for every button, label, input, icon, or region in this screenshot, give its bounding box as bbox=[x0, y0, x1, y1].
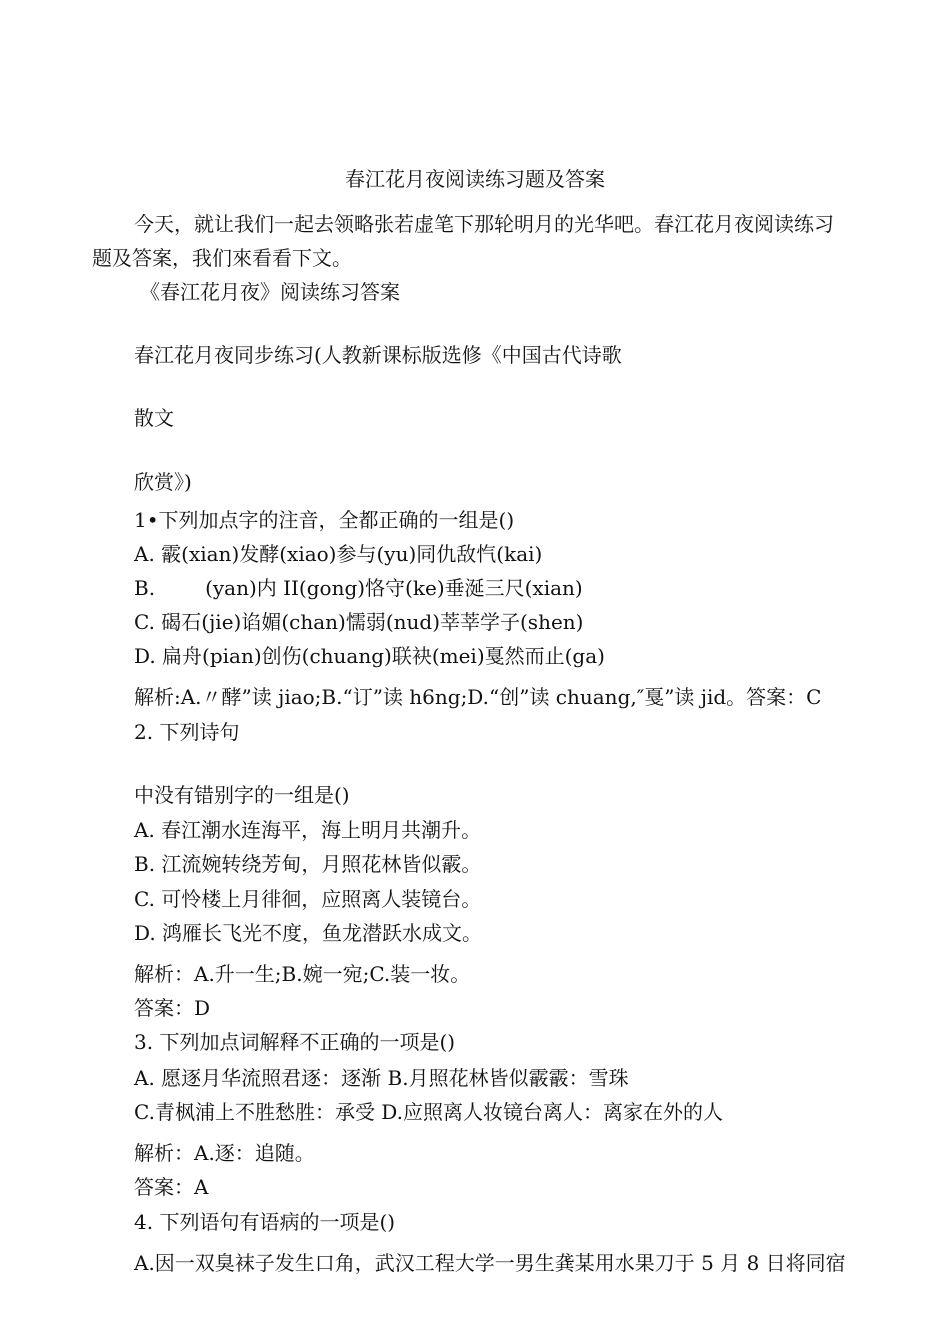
q2-option-d: D. 鸿雁长飞光不度，鱼龙潜跃水成文。 bbox=[134, 921, 483, 945]
section-subtitle: 《春江花月夜》阅读练习答案 bbox=[140, 280, 400, 304]
q2-answer: 答案：D bbox=[134, 996, 211, 1020]
q1-stem: 1•下列加点字的注音，全都正确的一组是() bbox=[134, 508, 515, 532]
q2-stem-line-1: 2. 下列诗句 bbox=[134, 720, 240, 744]
q1-option-b-label: B. bbox=[134, 576, 156, 600]
q4-stem: 4. 下列语句有语病的一项是() bbox=[134, 1210, 396, 1234]
q2-analysis: 解析：A.升一生;B.婉一宛;C.装一妆。 bbox=[134, 962, 471, 986]
doc-title: 春江花月夜阅读练习题及答案 bbox=[345, 167, 605, 191]
source-line-3: 欣赏》) bbox=[134, 470, 192, 494]
q2-option-c: C. 可怜楼上月徘徊，应照离人装镜台。 bbox=[134, 887, 482, 911]
q1-option-b bbox=[134, 574, 583, 602]
source-line-2: 散文 bbox=[134, 406, 174, 430]
q1-option-d: D. 扁舟(pian)创伤(chuang)联袂(mei)戛然而止(ga) bbox=[134, 644, 605, 668]
q1-option-b-text: (yan)内 II(gong)恪守(ke)垂涎三尺(xian) bbox=[205, 576, 583, 600]
intro-paragraph-line-1: 今天，就让我们一起去领略张若虚笔下那轮明月的光华吧。春江花月夜阅读练习 bbox=[134, 212, 834, 236]
q3-options-cd: C.青枫浦上不胜愁胜：承受 D.应照离人妆镜台离人：离家在外的人 bbox=[134, 1100, 723, 1124]
q1-option-a: A. 霰(xian)发酵(xiao)参与(yu)同仇敌忾(kai) bbox=[134, 542, 543, 566]
q3-stem: 3. 下列加点词解释不正确的一项是() bbox=[134, 1030, 456, 1054]
q2-stem-line-2: 中没有错别字的一组是() bbox=[134, 783, 350, 807]
q4-option-a: A.因一双臭袜子发生口角，武汉工程大学一男生龚某用水果刀于 5 月 8 日将同宿 bbox=[134, 1251, 846, 1275]
source-line-1: 春江花月夜同步练习(人教新课标版选修《中国古代诗歌 bbox=[134, 343, 622, 367]
q2-option-b: B. 江流婉转绕芳甸，月照花林皆似霰。 bbox=[134, 852, 482, 876]
q1-analysis: 解析:A.〃酵”读 jiao;B.“订”读 h6ng;D.“创”读 chuang,″戛”读 jid。答案：C bbox=[134, 685, 822, 709]
intro-paragraph-line-2: 题及答案，我们來看看下文。 bbox=[92, 246, 352, 270]
q2-option-a: A. 春江潮水连海平，海上明月共潮升。 bbox=[134, 818, 482, 842]
q1-option-c: C. 碣石(jie)谄媚(chan)懦弱(nud)莘莘学子(shen) bbox=[134, 610, 584, 634]
q3-answer: 答案：A bbox=[134, 1175, 209, 1199]
q3-analysis: 解析：A.逐：追随。 bbox=[134, 1141, 315, 1165]
q3-options-ab: A. 愿逐月华流照君逐：逐渐 B.月照花林皆似霰霰：雪珠 bbox=[134, 1066, 629, 1090]
